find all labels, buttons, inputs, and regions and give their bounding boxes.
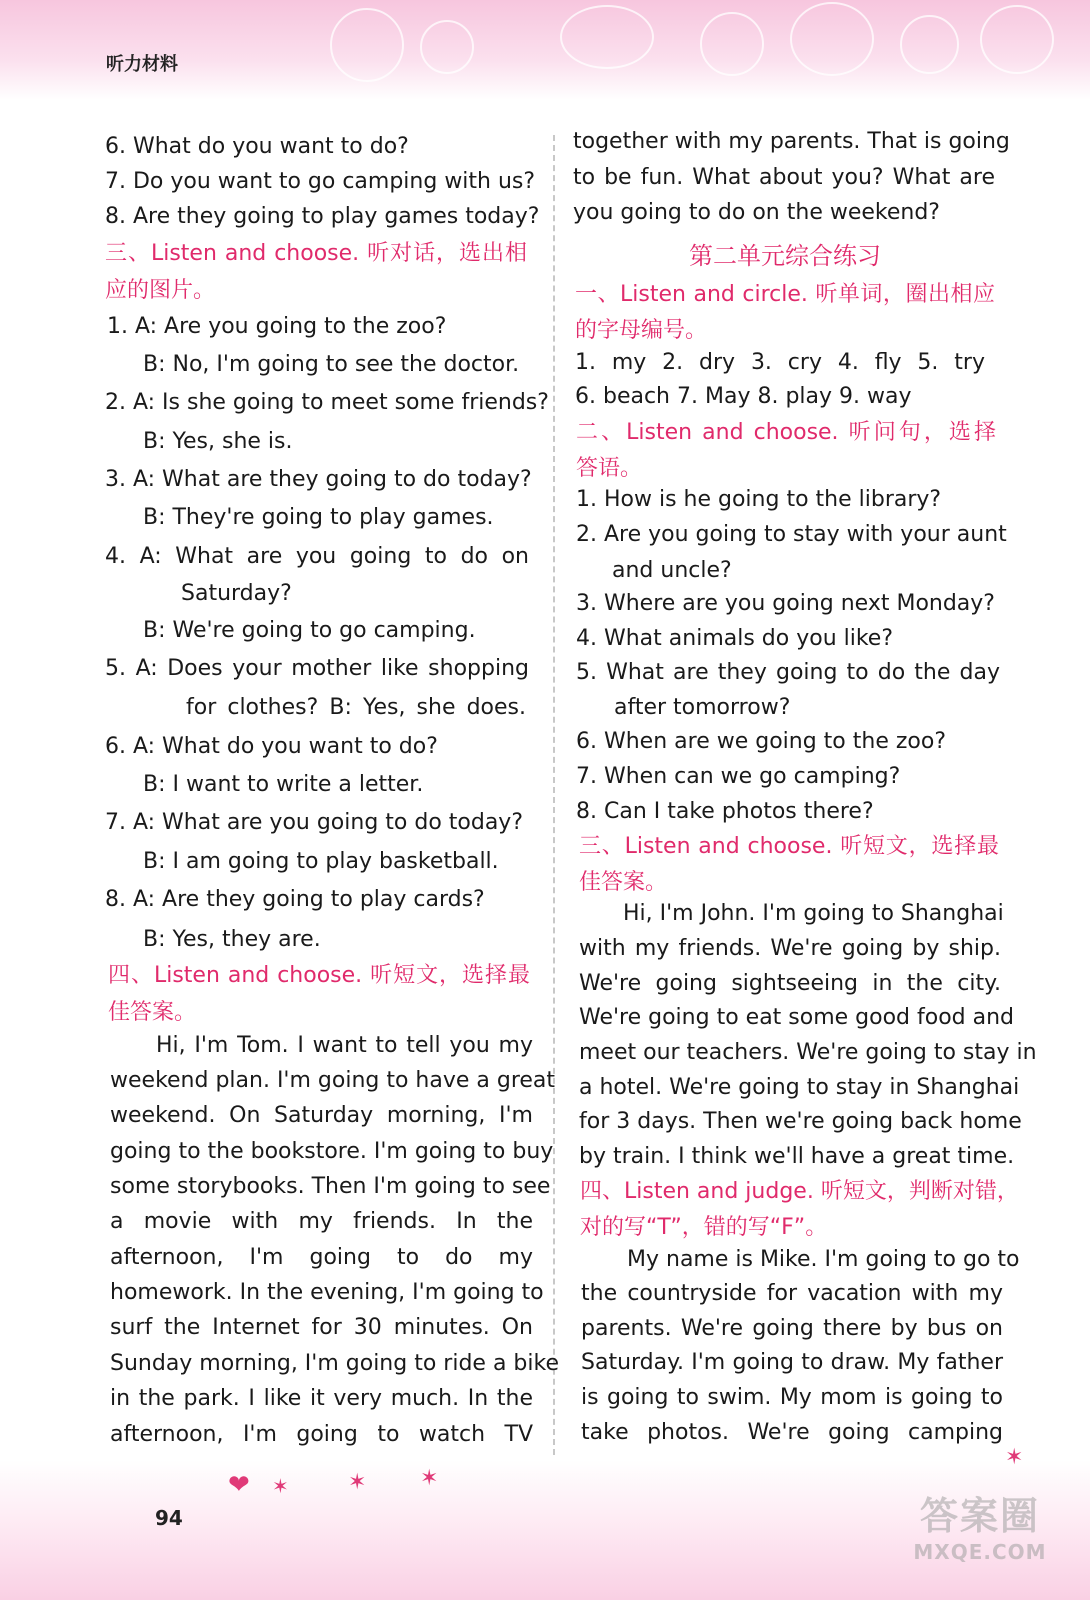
paragraph-line: We're going to eat some good food and (579, 1005, 1015, 1030)
decorative-bubble (900, 15, 959, 74)
text-line: 5. A: Does your mother like shopping (105, 656, 529, 681)
text-line: 6. When are we going to the zoo? (576, 729, 947, 754)
heart-decoration-icon: ❤ (228, 1470, 250, 1500)
star-decoration-icon: ✶ (1005, 1445, 1024, 1470)
text-line: B: No, I'm going to see the doctor. (143, 352, 520, 377)
section-heading: 四、Listen and judge. 听短文，判断对错， (580, 1179, 1019, 1204)
paragraph-line: going to the bookstore. I'm going to buy (110, 1139, 554, 1164)
section-heading: 对的写“T”，错的写“F”。 (580, 1215, 828, 1240)
text-line: 6. beach 7. May 8. play 9. way (575, 384, 912, 409)
paragraph-line: Hi, I'm John. I'm going to Shanghai (623, 901, 1004, 926)
decorative-bubble (980, 5, 1054, 74)
section-heading: 一、Listen and circle. 听单词，圈出相应 (575, 282, 995, 307)
text-line: B: I want to write a letter. (143, 772, 424, 797)
text-line: 5. What are they going to do the day (576, 660, 1000, 685)
paragraph-line: you going to do on the weekend? (573, 200, 940, 225)
star-decoration-icon: ✶ (348, 1470, 367, 1495)
paragraph-line: by train. I think we'll have a great time. (579, 1144, 1015, 1169)
paragraph-line: weekend. On Saturday morning, I'm (110, 1103, 533, 1128)
paragraph-line: surf the Internet for 30 minutes. On (110, 1315, 533, 1340)
paragraph-line: Saturday. I'm going to draw. My father (581, 1350, 1003, 1375)
paragraph-line: the countryside for vacation with my (581, 1281, 1003, 1306)
text-line: B: We're going to go camping. (143, 618, 476, 643)
section-header-title: 听力材料 (106, 54, 178, 75)
watermark-logo: 答案圈 (919, 1494, 1040, 1538)
text-line: 6. What do you want to do? (105, 134, 409, 159)
section-heading: 三、Listen and choose. 听对话，选出相 (105, 241, 527, 266)
text-line: 7. When can we go camping? (576, 764, 901, 789)
paragraph-line: parents. We're going there by bus on (581, 1316, 1003, 1341)
paragraph-line: take photos. We're going camping (581, 1420, 1003, 1445)
text-line: 4. What animals do you like? (576, 626, 894, 651)
paragraph-line: some storybooks. Then I'm going to see (110, 1174, 551, 1199)
decorative-bubble (420, 20, 474, 74)
text-line: 3. Where are you going next Monday? (576, 591, 995, 616)
text-line: 4. A: What are you going to do on (105, 544, 529, 569)
text-line: B: I am going to play basketball. (143, 849, 499, 874)
unit-title: 第二单元综合练习 (689, 242, 881, 270)
paragraph-line: together with my parents. That is going (573, 129, 1010, 154)
text-line: 8. Are they going to play games today? (105, 204, 540, 229)
text-line: B: They're going to play games. (143, 505, 494, 530)
text-line: 2. Are you going to stay with your aunt (576, 522, 1007, 547)
text-line: 7. A: What are you going to do today? (105, 810, 523, 835)
text-line: B: Yes, she is. (143, 429, 293, 454)
paragraph-line: My name is Mike. I'm going to go to (627, 1247, 1020, 1272)
page-number: 94 (155, 1506, 183, 1530)
section-heading: 三、Listen and choose. 听短文，选择最 (579, 834, 999, 859)
text-line: Saturday? (181, 581, 292, 606)
text-line: 6. A: What do you want to do? (105, 734, 438, 759)
paragraph-line: a movie with my friends. In the (110, 1209, 533, 1234)
section-heading: 的字母编号。 (575, 318, 708, 343)
paragraph-line: to be fun. What about you? What are (573, 165, 995, 190)
section-heading: 佳答案。 (108, 1000, 197, 1025)
column-divider (553, 135, 555, 1455)
section-heading: 二、Listen and choose. 听问句，选择 (576, 420, 996, 445)
text-line: 8. Can I take photos there? (576, 799, 874, 824)
paragraph-line: is going to swim. My mom is going to (581, 1385, 1003, 1410)
text-line: 1. my 2. dry 3. cry 4. fly 5. try (575, 350, 985, 375)
text-line: 1. How is he going to the library? (576, 487, 942, 512)
paragraph-line: afternoon, I'm going to do my (110, 1245, 533, 1270)
paragraph-line: for 3 days. Then we're going back home (579, 1109, 1022, 1134)
paragraph-line: meet our teachers. We're going to stay in (579, 1040, 1037, 1065)
decorative-bubble (330, 8, 404, 82)
section-heading: 应的图片。 (105, 278, 216, 303)
text-line: 1. A: Are you going to the zoo? (107, 314, 447, 339)
paragraph-line: Hi, I'm Tom. I want to tell you my (156, 1033, 533, 1058)
text-line: and uncle? (612, 558, 732, 583)
text-line: for clothes? B: Yes, she does. (186, 695, 526, 720)
paragraph-line: We're going sightseeing in the city. (579, 971, 1001, 996)
section-heading: 答语。 (576, 456, 643, 481)
star-decoration-icon: ✶ (420, 1466, 439, 1491)
text-line: after tomorrow? (614, 695, 791, 720)
text-line: 3. A: What are they going to do today? (105, 467, 532, 492)
paragraph-line: with my friends. We're going by ship. (579, 936, 1001, 961)
paragraph-line: homework. In the evening, I'm going to (110, 1280, 544, 1305)
star-decoration-icon: ✶ (272, 1474, 289, 1498)
watermark-site: MXQE.COM (913, 1540, 1047, 1564)
paragraph-line: weekend plan. I'm going to have a great (110, 1068, 556, 1093)
text-line: 7. Do you want to go camping with us? (105, 169, 536, 194)
paragraph-line: in the park. I like it very much. In the (110, 1386, 533, 1411)
paragraph-line: afternoon, I'm going to watch TV (110, 1422, 533, 1447)
text-line: 2. A: Is she going to meet some friends? (105, 390, 549, 415)
paragraph-line: Sunday morning, I'm going to ride a bike (110, 1351, 559, 1376)
watermark (895, 1485, 1065, 1564)
text-line: B: Yes, they are. (143, 927, 321, 952)
section-heading: 四、Listen and choose. 听短文，选择最 (108, 963, 530, 988)
paragraph-line: a hotel. We're going to stay in Shanghai (579, 1075, 1020, 1100)
decorative-bubble (700, 12, 764, 76)
decorative-bubble (790, 2, 874, 76)
text-line: 8. A: Are they going to play cards? (105, 887, 485, 912)
decorative-bubble (560, 5, 654, 69)
section-heading: 佳答案。 (579, 870, 668, 895)
